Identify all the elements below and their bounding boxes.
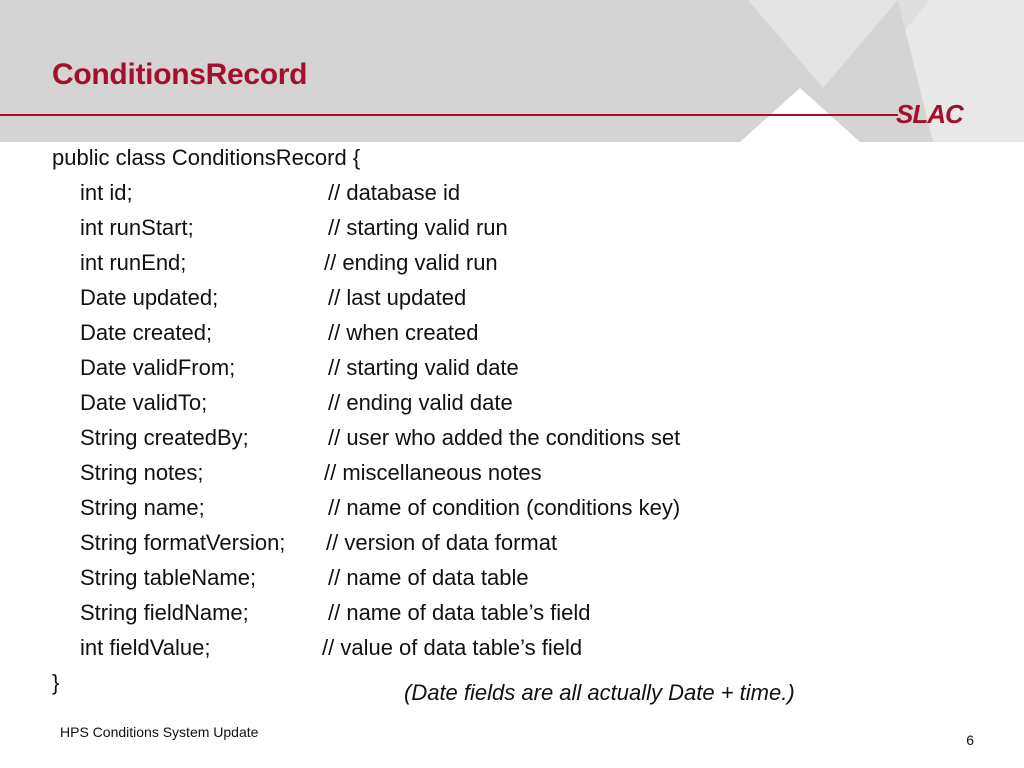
field-line — [52, 455, 952, 490]
field-line — [52, 385, 952, 420]
date-fields-note: (Date fields are all actually Date + time.) — [404, 680, 795, 705]
field-declaration: int runEnd; — [80, 250, 187, 275]
field-line — [52, 210, 952, 245]
page-number: 6 — [966, 732, 974, 748]
field-line — [52, 490, 952, 525]
field-line — [52, 245, 952, 280]
field-comment: // last updated — [328, 285, 467, 310]
title-divider — [0, 114, 898, 116]
field-declaration: Date validFrom; — [80, 355, 236, 380]
field-comment: // name of data table’s field — [328, 600, 591, 625]
field-comment: // miscellaneous notes — [324, 460, 542, 485]
field-declaration: String notes; — [80, 460, 204, 485]
field-line — [52, 595, 952, 630]
field-declaration: String createdBy; — [80, 425, 249, 450]
field-declaration: int fieldValue; — [80, 635, 211, 660]
footer-title: HPS Conditions System Update — [60, 724, 259, 740]
field-line — [52, 280, 952, 315]
field-declaration: int id; — [80, 180, 133, 205]
field-line — [52, 525, 952, 560]
field-declaration: Date validTo; — [80, 390, 208, 415]
field-declaration: int runStart; — [80, 215, 194, 240]
field-comment: // version of data format — [326, 530, 558, 555]
field-line — [52, 630, 952, 665]
field-declaration: String formatVersion; — [80, 530, 286, 555]
field-comment: // value of data table’s field — [322, 635, 583, 660]
field-line — [52, 175, 952, 210]
field-line — [52, 350, 952, 385]
field-declaration: String name; — [80, 495, 205, 520]
field-line — [52, 560, 952, 595]
class-declaration: public class ConditionsRecord { — [52, 145, 361, 170]
class-declaration-line — [52, 140, 952, 175]
field-line — [52, 420, 952, 455]
code-block — [52, 140, 952, 700]
field-declaration: Date updated; — [80, 285, 219, 310]
slide-title: ConditionsRecord — [52, 58, 308, 91]
field-comment: // ending valid run — [324, 250, 498, 275]
field-comment: // ending valid date — [328, 390, 513, 415]
field-comment: // starting valid date — [328, 355, 519, 380]
field-comment: // name of data table — [328, 565, 529, 590]
class-closing-brace: } — [52, 670, 60, 695]
field-declaration: Date created; — [80, 320, 213, 345]
field-comment: // starting valid run — [328, 215, 508, 240]
field-comment: // database id — [328, 180, 461, 205]
field-comment: // user who added the conditions set — [328, 425, 681, 450]
field-declaration: String tableName; — [80, 565, 257, 590]
slac-logo: SLAC — [896, 99, 963, 129]
field-declaration: String fieldName; — [80, 600, 249, 625]
field-line — [52, 315, 952, 350]
field-comment: // when created — [328, 320, 479, 345]
field-comment: // name of condition (conditions key) — [328, 495, 681, 520]
